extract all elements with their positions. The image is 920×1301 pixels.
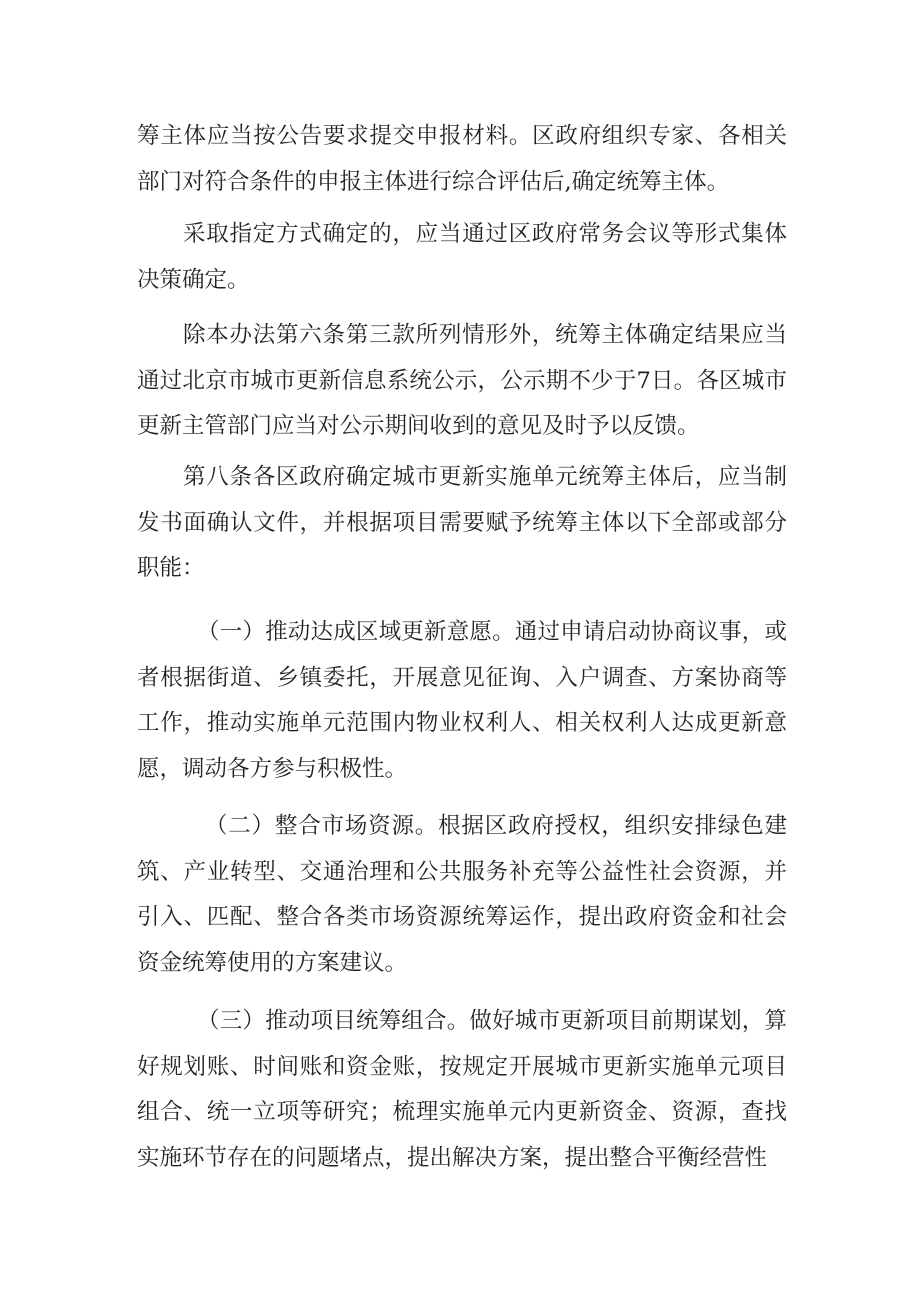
paragraph-item-three: （三）推动项目统筹组合。做好城市更新项目前期谋划，算好规划账、时间账和资金账，按规定开展城市更新实施单元项目组合、统一立项等研究；梳理实施单元内更新资金、资源，查找实施环节存在的问题堵点，提出解决方案，提出整合平衡经营性: [137, 1008, 787, 1171]
paragraph-continuation: 筹主体应当按公告要求提交申报材料。区政府组织专家、各相关部门对符合条件的申报主体进行综合评估后,确定统筹主体。: [137, 123, 787, 195]
paragraph-item-two: （二）整合市场资源。根据区政府授权，组织安排绿色建筑、产业转型、交通治理和公共服务补充等公益性社会资源，并引入、匹配、整合各类市场资源统筹运作，提出政府资金和社会资金统筹使用的方案建议。: [137, 813, 787, 976]
paragraph-article-eight: 第八条各区政府确定城市更新实施单元统筹主体后，应当制发书面确认文件，并根据项目需要赋予统筹主体以下全部或部分职能：: [137, 464, 787, 581]
paragraph-designation: 采取指定方式确定的，应当通过区政府常务会议等形式集体决策确定。: [137, 221, 787, 293]
paragraph-item-one: （一）推动达成区域更新意愿。通过申请启动协商议事，或者根据街道、乡镇委托，开展意见征询、入户调查、方案协商等工作，推动实施单元范围内物业权利人、相关权利人达成更新意愿，调动各方参与积极性。: [137, 619, 787, 782]
paragraph-publicity: 除本办法第六条第三款所列情形外，统筹主体确定结果应当通过北京市城市更新信息系统公示，公示期不少于7日。各区城市更新主管部门应当对公示期间收到的意见及时予以反馈。: [137, 322, 787, 439]
